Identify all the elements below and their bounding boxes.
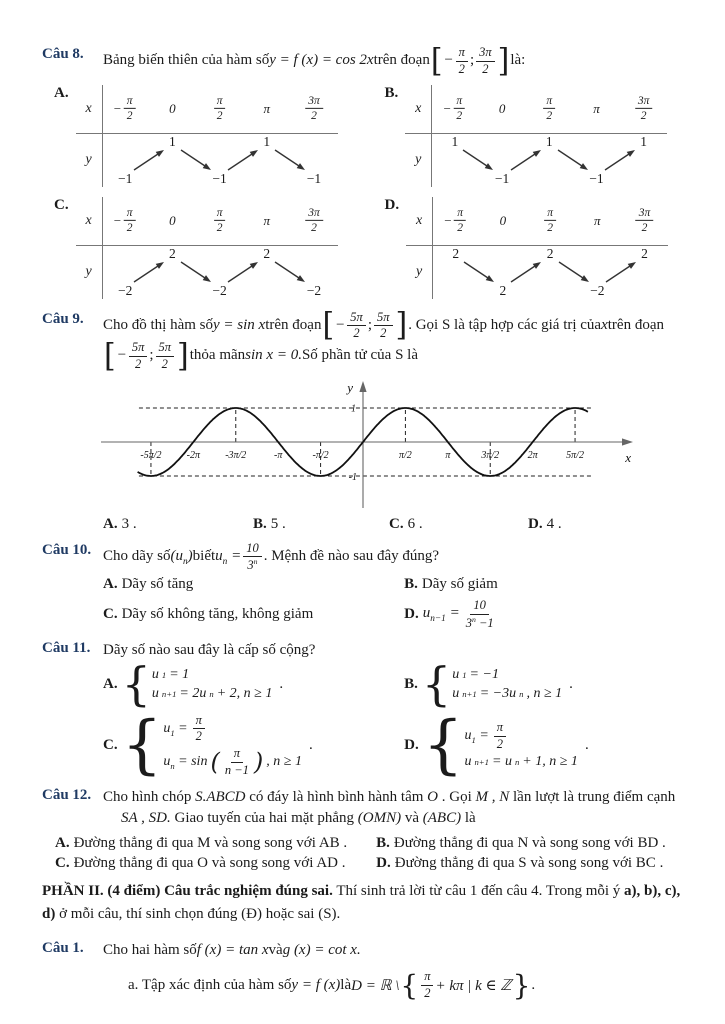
svg-text:-1: -1 [348, 471, 357, 483]
y-value: 1 [451, 133, 459, 149]
q1a-end: . [531, 976, 536, 993]
open-paren: ( [210, 747, 220, 776]
question-11-text: Dãy số nào sau đây là cấp số cộng? [103, 641, 316, 658]
y-value: −1 [306, 171, 322, 186]
x-variable: x [415, 212, 423, 228]
question-9 [42, 307, 691, 375]
question-9-text [103, 307, 691, 375]
arrow-down-icon [556, 257, 592, 287]
variation-tables [54, 85, 691, 299]
x-tick: − $\frac{\pi}{2}$ [443, 94, 468, 122]
open-brace: { [400, 968, 419, 1002]
fraction: $\frac{3\pi}{2}$ [476, 46, 495, 77]
part-2-title: PHẦN II. (4 điểm) Câu trắc nghiệm đúng sai. [42, 883, 333, 900]
question-8-label: Câu 8. [42, 46, 84, 62]
arrow-down-icon [460, 145, 496, 175]
fraction: $\frac{5\pi}{2}$ [156, 341, 175, 372]
question-10 [42, 542, 691, 574]
y-value: 2 [169, 245, 176, 261]
option-a: A. Đường thẳng đi qua M và song song với AB . [55, 835, 348, 852]
svg-text:2π: 2π [527, 449, 538, 461]
question-12 [42, 787, 691, 831]
question-12-options [42, 835, 691, 872]
x-tick: 0 [498, 100, 506, 116]
question-11-label: Câu 11. [42, 639, 91, 656]
y-variable: y [415, 152, 422, 167]
option-a [54, 85, 361, 187]
x-tick: 0 [169, 212, 176, 228]
y-value: 2 [546, 245, 554, 261]
answer-c: C. 6 . [389, 515, 423, 532]
q10-text-3: . Mệnh đề nào sau đây đúng? [263, 548, 440, 565]
x-tick: − $\frac{\pi}{2}$ [443, 206, 468, 234]
svg-text:5π/2: 5π/2 [565, 449, 584, 461]
question-8-text [103, 42, 691, 80]
y-value: −2 [212, 283, 227, 298]
fraction: $\frac{\pi}{2}$ [456, 46, 468, 77]
svg-text:-3π/2: -3π/2 [224, 449, 246, 461]
arrow-down-icon [461, 257, 497, 287]
x-tick: $\frac{\pi}{2}$ [542, 206, 558, 234]
y-value: 2 [263, 245, 271, 261]
q1a-math-2: D = ℝ \ [351, 977, 400, 994]
q1a-text-1: a. Tập xác định của hàm số [128, 976, 292, 993]
close-bracket: ] [395, 307, 408, 345]
q8-text-2: trên đoạn [373, 52, 430, 69]
y-value: −1 [118, 171, 133, 186]
q1-math-2: g (x) = cot x. [282, 942, 361, 959]
fraction: $\frac{10}{3^n}$ [243, 542, 262, 574]
option-b [385, 85, 692, 187]
x-tick: π [593, 100, 600, 116]
q9-line-1 [103, 307, 691, 345]
q9-text-3: . Gọi S là tập hợp các giá trị của [408, 316, 602, 333]
x-tick: 0 [169, 100, 176, 116]
x-tick: − $\frac{\pi}{2}$ [113, 94, 138, 122]
option-b-letter: B. [384, 84, 399, 101]
q8-text-1: Bảng biến thiên của hàm số [103, 52, 270, 69]
interval-bracket [103, 337, 190, 375]
y-value: 1 [263, 133, 271, 149]
svg-text:-2π: -2π [186, 449, 200, 461]
y-value: −2 [118, 283, 133, 298]
arrow-down-icon [555, 145, 591, 175]
separator: ; [367, 316, 372, 333]
system-c: { $u_1$ = $\frac{\pi}{2}$ $u_n = \sin$ ( $\frac{\pi}{n -1}$ ) , n ≥ 1 [121, 708, 302, 783]
close-bracket: ] [497, 42, 510, 80]
brace: { [422, 708, 464, 783]
question-11-options [42, 656, 691, 783]
option-a-letter: A. [54, 84, 69, 101]
x-tick: − $\frac{\pi}{2}$ [113, 206, 138, 234]
y-value: −2 [590, 283, 605, 298]
q10-math-2: $u_n$ = [215, 547, 242, 567]
q1-math-1: f (x) = tan x [196, 942, 269, 959]
sine-graph-figure [42, 378, 691, 512]
variation-table-c [76, 197, 338, 299]
question-1-label: Câu 1. [42, 940, 84, 957]
open-bracket: [ [430, 42, 443, 80]
question-9-label: Câu 9. [42, 310, 84, 327]
q9-text-5: thỏa mãn [189, 347, 246, 364]
x-tick: π [263, 212, 271, 228]
arrow-up-icon [508, 257, 544, 287]
open-bracket: [ [322, 307, 335, 345]
close-paren: ) [253, 747, 264, 776]
variation-table-d [406, 197, 668, 299]
q9-text-2: trên đoạn [265, 316, 322, 333]
answer-a: A. 3 . [103, 515, 137, 532]
fraction: $\frac{\pi}{2}$ [494, 721, 506, 752]
y-variable: y [415, 264, 423, 279]
arrow-down-icon [272, 257, 308, 287]
y-value: −2 [306, 283, 322, 298]
question-10-text [103, 542, 691, 574]
q1a-math-3: + kπ | k ∈ ℤ [435, 977, 512, 994]
question-8 [42, 42, 691, 80]
y-value: 2 [452, 245, 460, 261]
brace: { [121, 656, 151, 711]
system-a: { u 1 = 1 u n+1 = 2u n + 2, n ≥ 1 [121, 656, 273, 711]
q12-line-2: SA , SD. Giao tuyến của hai mặt phẳng (OMN) và (ABC) là [121, 810, 476, 827]
svg-text:1: 1 [350, 403, 356, 414]
q1-text-1: Cho hai hàm số [103, 942, 197, 959]
x-tick: $\frac{3\pi}{2}$ [633, 94, 655, 122]
x-tick: $\frac{3\pi}{2}$ [303, 94, 325, 122]
option-c: C. { $u_1$ = $\frac{\pi}{2}$ $u_n = \sin$ ( $\frac{\pi}{n -1}$ ) , n ≥ 1 . [103, 708, 313, 783]
x-variable: x [415, 100, 422, 116]
q10-d-math: $u_{n-1}$ = [422, 605, 460, 625]
option-b: B. { u 1 = −1 u n+1 = −3u n , n ≥ 1 . [404, 656, 573, 711]
option-d: D. { $u_1$ = $\frac{\pi}{2}$ u n+1 = u n + 1, n ≥ 1 . [404, 708, 589, 783]
question-10-options [42, 576, 691, 631]
y-value: −1 [589, 171, 604, 186]
y-variable: y [85, 152, 92, 167]
close-bracket: ] [177, 337, 189, 375]
answer-d: D. 4 . [528, 515, 562, 532]
option-d-letter: D. [384, 196, 400, 213]
q9-text-4: trên đoạn [607, 316, 664, 333]
option-c: C. Dãy số không tăng, không giảm [103, 606, 314, 623]
arrow-up-icon [131, 257, 167, 287]
svg-text:π: π [444, 449, 450, 461]
svg-text:-π/2: -π/2 [312, 449, 329, 461]
close-brace: } [512, 968, 531, 1002]
question-10-label: Câu 10. [42, 541, 92, 558]
q8-math-1: y = f (x) = cos 2x [269, 52, 374, 69]
y-value: 2 [499, 283, 507, 298]
arrow-up-icon [603, 257, 639, 287]
y-value: 2 [641, 245, 648, 261]
question-1-item-a [42, 970, 691, 1001]
brace: { [121, 708, 163, 783]
y-variable: y [85, 264, 92, 279]
option-d: D. $u_{n-1}$ = $\frac{10}{3^n -1}$ [404, 598, 494, 631]
y-value: −1 [212, 171, 227, 186]
q8-text-3: là: [510, 52, 526, 69]
q10-math-1: $(u_n)$ [170, 547, 193, 567]
x-tick: $\frac{3\pi}{2}$ [303, 206, 325, 234]
fraction: $\frac{5\pi}{2}$ [129, 341, 148, 372]
arrow-down-icon [178, 145, 214, 175]
fraction: $\frac{10}{3^n -1}$ [465, 598, 494, 631]
question-1 [42, 940, 691, 962]
separator: ; [149, 347, 154, 364]
option-d: D. Đường thẳng đi qua S và song song với BC . [376, 855, 664, 872]
q9-text-1: Cho đồ thị hàm số [103, 316, 214, 333]
q10-text-2: biết [192, 548, 216, 565]
minus-sign: − [335, 316, 346, 333]
q9-math-1: y = sin x [213, 316, 266, 333]
fraction: $\frac{5\pi}{2}$ [347, 311, 366, 342]
system-b: { u 1 = −1 u n+1 = −3u n , n ≥ 1 [421, 656, 563, 711]
fraction: $\frac{5\pi}{2}$ [374, 311, 393, 342]
y-value: 1 [169, 133, 176, 149]
arrow-up-icon [508, 145, 544, 175]
svg-text:y: y [346, 379, 353, 395]
question-9-answers [42, 516, 691, 533]
question-1-text [103, 940, 691, 962]
option-b: B. Dãy số giảm [404, 576, 498, 593]
q12-line-1: Cho hình chóp S.ABCD có đáy là hình bình hành tâm O . Gọi M , N lần lượt là trung điểm cạnh [103, 788, 676, 805]
option-d [385, 197, 692, 299]
q9-line-2 [103, 337, 691, 375]
part-2-text-2: ở mỗi câu, thí sinh chọn đúng (Đ) hoặc sai (S). [55, 905, 341, 922]
option-c: C. Đường thẳng đi qua O và song song với AD . [55, 855, 346, 872]
fraction: $\frac{\pi}{2}$ [193, 714, 205, 745]
q9-math-3: sin x = 0. [245, 347, 302, 364]
y-value: 1 [545, 133, 553, 149]
q1-text-2: và [268, 942, 283, 959]
svg-text:-5π/2: -5π/2 [139, 449, 162, 461]
svg-text:3π/2: 3π/2 [480, 449, 499, 461]
answer-b: B. 5 . [253, 515, 286, 532]
minus-sign: − [116, 347, 127, 364]
option-a: A. Dãy số tăng [103, 576, 194, 593]
interval-bracket [430, 42, 511, 80]
q1a-math-1: y = f (x) [291, 976, 341, 993]
part-2-heading [42, 880, 691, 925]
x-tick: $\frac{3\pi}{2}$ [634, 206, 656, 234]
q9-text-6: Số phần tử của S là [301, 347, 418, 364]
part-2-bold-items: a), b), c), d) [42, 883, 681, 922]
arrow-up-icon [602, 145, 638, 175]
x-tick: $\frac{\pi}{2}$ [212, 206, 228, 234]
fraction: $\frac{\pi}{n -1}$ [224, 746, 249, 777]
q9-math-2: x [601, 316, 608, 333]
y-value: −1 [494, 171, 510, 186]
svg-text:π/2: π/2 [398, 449, 412, 461]
x-tick: $\frac{\pi}{2}$ [541, 94, 557, 122]
q10-text-1: Cho dãy số [103, 548, 171, 565]
system-d: { $u_1$ = $\frac{\pi}{2}$ u n+1 = u n + 1, n ≥ 1 [422, 708, 578, 783]
x-tick: π [594, 212, 601, 228]
x-tick: 0 [499, 212, 507, 228]
svg-text:-π: -π [273, 449, 282, 461]
x-tick: π [263, 100, 271, 116]
option-a: A. { u 1 = 1 u n+1 = 2u n + 2, n ≥ 1 . [103, 656, 284, 711]
separator: ; [469, 52, 475, 69]
interval-bracket [321, 307, 408, 345]
q1a-text-2: là [340, 976, 352, 993]
minus-sign: − [443, 52, 454, 69]
x-tick: $\frac{\pi}{2}$ [212, 94, 228, 122]
open-bracket: [ [104, 337, 116, 375]
x-variable: x [85, 100, 92, 116]
question-12-text [103, 787, 691, 831]
x-variable: x [85, 212, 92, 228]
fraction: $\frac{\pi}{2}$ [421, 970, 433, 1001]
brace: { [421, 656, 452, 711]
question-12-label: Câu 12. [42, 786, 92, 803]
variation-table-b [405, 85, 667, 187]
arrow-down-icon [178, 257, 214, 287]
option-c-letter: C. [54, 196, 69, 213]
variation-table-a [76, 85, 338, 187]
option-b: B. Đường thẳng đi qua N và song song với BD . [376, 835, 666, 852]
option-c [54, 197, 361, 299]
y-value: 1 [640, 133, 648, 149]
svg-text:x: x [624, 449, 631, 465]
part-2-text-1: Thí sinh trả lời từ câu 1 đến câu 4. Trong mỗi ý [332, 883, 625, 900]
arrow-up-icon [131, 145, 167, 175]
sine-graph [93, 378, 641, 512]
arrow-down-icon [272, 145, 308, 175]
arrow-up-icon [225, 257, 261, 287]
arrow-up-icon [225, 145, 261, 175]
